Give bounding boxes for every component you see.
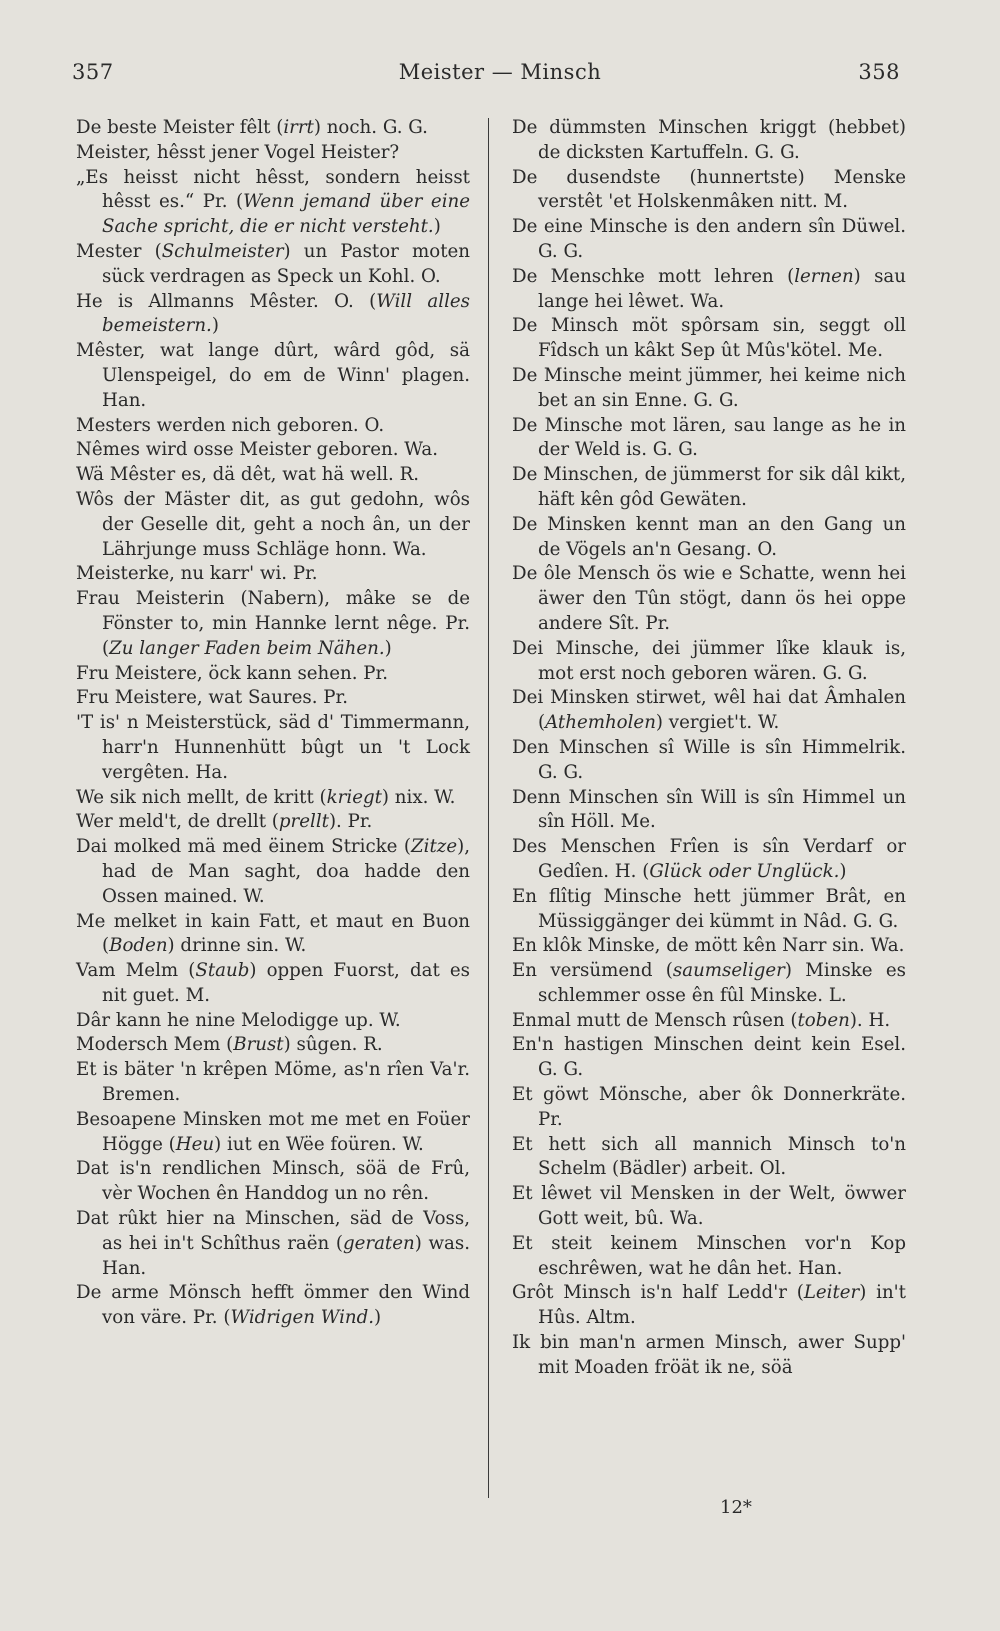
proverb-entry: Dat rûkt hier na Minschen, säd de Voss, as hei in't Schîthus raën (geraten) was. Han. bbox=[76, 1208, 471, 1279]
proverb-entry: We sik nich mellt, de kritt (kriegt) nix. W. bbox=[76, 786, 456, 808]
proverb-entry: De ôle Mensch ös wie e Schatte, wenn hei äwer den Tûn stögt, dann ös hei oppe andere Sît. Pr. bbox=[512, 563, 906, 634]
proverb-entry: En flîtig Minsche hett jümmer Brât, en Müssiggänger dei kümmt in Nâd. G. G. bbox=[512, 885, 906, 932]
proverb-entry: Modersch Mem (Brust) sûgen. R. bbox=[76, 1034, 383, 1056]
proverb-entry: Meister, hêsst jener Vogel Heister? bbox=[76, 141, 400, 163]
proverb-entry: Me melket in kain Fatt, et maut en Buon (Boden) drinne sin. W. bbox=[76, 910, 470, 957]
proverb-entry: Nêmes wird osse Meister geboren. Wa. bbox=[76, 439, 439, 461]
proverb-entry: En versümend (saumseliger) Minske es schlemmer osse ên fûl Minske. L. bbox=[512, 960, 907, 1006]
proverb-entry: Et göwt Mönsche, aber ôk Donnerkräte. Pr. bbox=[512, 1084, 906, 1130]
right-page-number: 358 bbox=[858, 60, 900, 84]
proverb-entry: Et is bäter 'n krêpen Möme, as'n rîen Va'r. Bremen. bbox=[76, 1059, 470, 1106]
proverb-entry: „Es heisst nicht hêsst, sondern heisst hêsst es.“ Pr. (Wenn jemand über eine Sache spricht, die er nicht versteht.) bbox=[76, 166, 470, 238]
proverb-entry: Enmal mutt de Mensch rûsen (toben). H. bbox=[512, 1009, 891, 1031]
proverb-entry: Wer meld't, de drellt (prellt). Pr. bbox=[76, 811, 373, 833]
proverb-entry: He is Allmanns Mêster. O. (Will alles bemeistern.) bbox=[76, 290, 470, 337]
proverb-entry: Meisterke, nu karr' wi. Pr. bbox=[76, 563, 318, 585]
running-head: Meister — Minsch bbox=[398, 60, 602, 84]
proverb-entry: Dai molked mä med ëinem Stricke (Zitze), had de Man saght, doa hadde den Ossen mained. W. bbox=[76, 836, 470, 907]
proverb-entry: En klôk Minske, de mött kên Narr sin. Wa. bbox=[512, 935, 905, 957]
proverb-entry: En'n hastigen Minschen deint kein Esel. G. G. bbox=[512, 1034, 906, 1081]
proverb-entry: Wôs der Mäster dit, as gut gedohn, wôs der Geselle dit, geht a noch ân, un der Lährjunge muss Schläge honn. Wa. bbox=[76, 488, 470, 560]
proverb-entry: De beste Meister fêlt (irrt) noch. G. G. bbox=[76, 117, 428, 138]
proverb-entry: De Minschen, de jümmerst for sik dâl kikt, häft kên gôd Gewäten. bbox=[512, 464, 906, 510]
signature-mark: 12* bbox=[720, 1497, 752, 1518]
proverb-entry: De Menschke mott lehren (lernen) sau lange hei lêwet. Wa. bbox=[512, 265, 906, 312]
proverb-entry: Besoapene Minsken mot me met en Foüer Högge (Heu) iut en Wëe foüren. W. bbox=[76, 1108, 470, 1155]
right-column bbox=[512, 116, 906, 1381]
proverb-entry: Mêster, wat lange dûrt, wârd gôd, sä Ulenspeigel, do em de Winn' plagen. Han. bbox=[76, 340, 470, 411]
proverb-entry: Dâr kann he nine Melodigge up. W. bbox=[76, 1009, 401, 1031]
proverb-entry: Vam Melm (Staub) oppen Fuorst, dat es nit guet. M. bbox=[76, 960, 470, 1006]
proverb-entry: Den Minschen sî Wille is sîn Himmelrik. G. G. bbox=[512, 736, 906, 783]
proverb-entry: Mester (Schulmeister) un Pastor moten sück verdragen as Speck un Kohl. O. bbox=[76, 240, 470, 287]
proverb-entry: Des Menschen Frîen is sîn Verdarf or Gedîen. H. (Glück oder Unglück.) bbox=[512, 836, 906, 882]
proverb-entry: Fru Meistere, wat Saures. Pr. bbox=[76, 687, 349, 709]
proverb-entry: De Minsche mot lären, sau lange as he in der Weld is. G. G. bbox=[512, 414, 906, 461]
proverb-entry: Dei Minsche, dei jümmer lîke klauk is, mot erst noch geboren wären. G. G. bbox=[512, 637, 906, 684]
proverb-entry: De dümmsten Minschen kriggt (hebbet) de dicksten Kartuffeln. G. G. bbox=[512, 117, 906, 163]
proverb-entry: Grôt Minsch is'n half Ledd'r (Leiter) in't Hûs. Altm. bbox=[512, 1282, 906, 1329]
left-column bbox=[76, 116, 470, 1331]
proverb-entry: Fru Meistere, öck kann sehen. Pr. bbox=[76, 662, 389, 684]
proverb-entry: De dusendste (hunnertste) Menske verstêt 'et Holskenmâken nitt. M. bbox=[512, 166, 906, 213]
proverb-entry: Et steit keinem Minschen vor'n Kop eschrêwen, wat he dân het. Han. bbox=[512, 1232, 906, 1279]
proverb-entry: De eine Minsche is den andern sîn Düwel. G. G. bbox=[512, 216, 906, 262]
proverb-entry: Et hett sich all mannich Minsch to'n Schelm (Bädler) arbeit. Ol. bbox=[512, 1133, 906, 1180]
proverb-entry: Wä Mêster es, dä dêt, wat hä well. R. bbox=[76, 464, 420, 486]
proverb-entry: De Minsch möt spôrsam sin, seggt oll Fîdsch un kâkt Sep ût Mûs'kötel. Me. bbox=[512, 315, 906, 362]
proverb-entry: Et lêwet vil Mensken in der Welt, öwwer Gott weit, bû. Wa. bbox=[512, 1183, 906, 1230]
column-divider bbox=[488, 118, 489, 1498]
proverb-entry: De arme Mönsch hefft ömmer den Wind von väre. Pr. (Widrigen Wind.) bbox=[76, 1282, 470, 1329]
proverb-entry: Ik bin man'n armen Minsch, awer Supp' mit Moaden fröät ik ne, söä bbox=[512, 1332, 906, 1378]
proverb-entry: 'T is' n Meisterstück, säd d' Timmermann, harr'n Hunnenhütt bûgt un 't Lock vergêten. Ha. bbox=[76, 712, 470, 783]
proverb-entry: Mesters werden nich geboren. O. bbox=[76, 414, 385, 436]
proverb-entry: Frau Meisterin (Nabern), mâke se de Fönster to, min Hannke lernt nêge. Pr. (Zu langer Faden beim Nähen.) bbox=[76, 588, 470, 659]
left-page-number: 357 bbox=[72, 60, 114, 84]
proverb-entry: De Minsche meint jümmer, hei keime nich bet an sin Enne. G. G. bbox=[512, 364, 906, 411]
proverb-entry: De Minsken kennt man an den Gang un de Vögels an'n Gesang. O. bbox=[512, 513, 906, 560]
proverb-entry: Dei Minsken stirwet, wêl hai dat Âmhalen (Athemholen) vergiet't. W. bbox=[512, 687, 906, 734]
proverb-entry: Denn Minschen sîn Will is sîn Himmel un sîn Höll. Me. bbox=[512, 786, 906, 833]
proverb-entry: Dat is'n rendlichen Minsch, söä de Frû, vèr Wochen ên Handdog un no rên. bbox=[76, 1158, 470, 1205]
